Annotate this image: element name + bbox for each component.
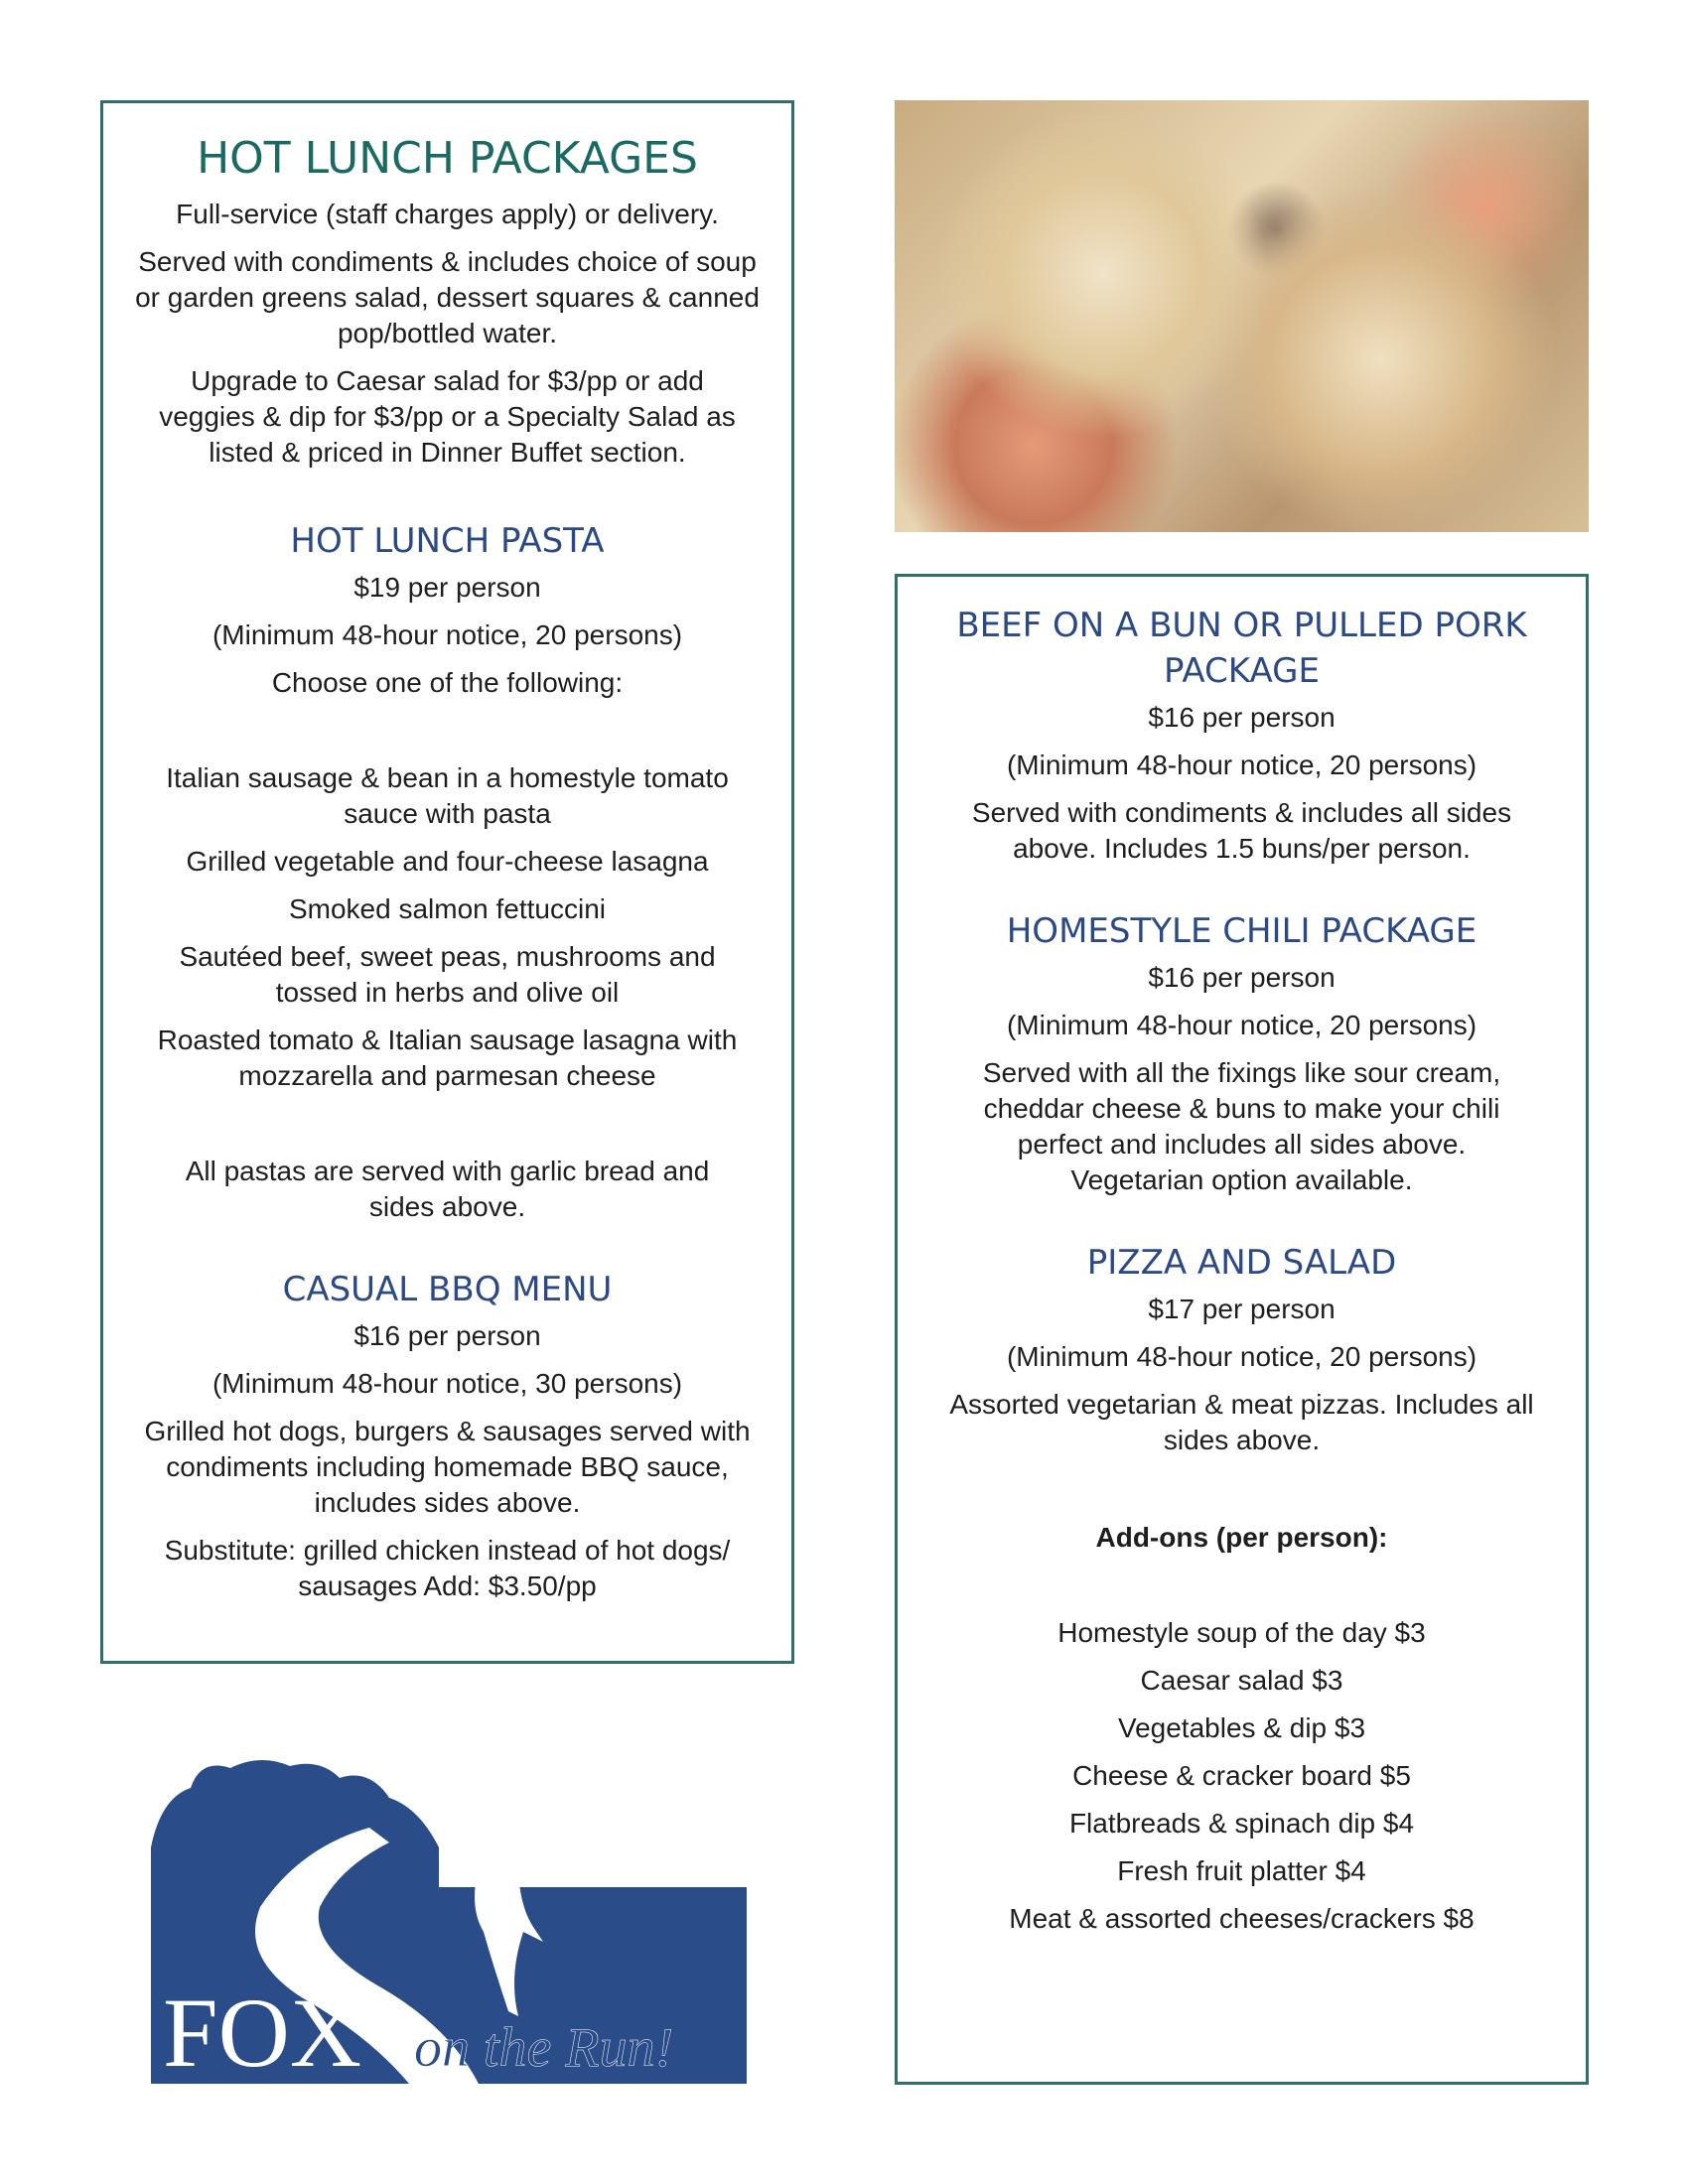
menu-item: Sautéed beef, sweet peas, mushrooms and tossed in herbs and olive oil xyxy=(179,941,716,1008)
price: $17 per person xyxy=(1148,1294,1336,1324)
price: $19 per person xyxy=(353,572,541,603)
addons-list xyxy=(917,1615,1566,1937)
intro-text: Served with condiments & includes choice of soup or garden greens salad, dessert squares & canned pop/bottled water. xyxy=(135,246,760,348)
intro-text: Upgrade to Caesar salad for $3/pp or add veggies & dip for $3/pp or a Specialty Salad as listed & priced in Dinner Buffet section. xyxy=(159,365,736,468)
pasta-photo xyxy=(895,100,1589,532)
substitute-note: Substitute: grilled chicken instead of hot dogs/ sausages Add: $3.50/pp xyxy=(164,1535,731,1601)
notice: (Minimum 48-hour notice, 30 persons) xyxy=(211,1368,683,1399)
price: $16 per person xyxy=(353,1320,541,1351)
menu-item: Grilled vegetable and four-cheese lasagna xyxy=(186,846,709,877)
notice: (Minimum 48-hour notice, 20 persons) xyxy=(1006,1010,1477,1040)
notice: (Minimum 48-hour notice, 20 persons) xyxy=(1006,1341,1477,1372)
page-title: HOT LUNCH PACKAGES xyxy=(197,133,698,184)
instruction: Choose one of the following: xyxy=(271,667,624,698)
addon-item: Meat & assorted cheeses/crackers $8 xyxy=(1009,1903,1475,1934)
price: $16 per person xyxy=(1148,962,1336,993)
menu-item: Roasted tomato & Italian sausage lasagna with mozzarella and parmesan cheese xyxy=(157,1024,738,1091)
intro-text: Full-service (staff charges apply) or delivery. xyxy=(176,199,719,229)
section-heading: HOMESTYLE CHILI PACKAGE xyxy=(1006,911,1477,951)
addon-item: Vegetables & dip $3 xyxy=(1117,1712,1366,1743)
addon-item: Homestyle soup of the day $3 xyxy=(1057,1617,1426,1648)
menu-item: Smoked salmon fettuccini xyxy=(288,893,607,924)
notice: (Minimum 48-hour notice, 20 persons) xyxy=(211,619,683,650)
packages-panel xyxy=(895,574,1589,2085)
description: Served with all the fixings like sour cream, cheddar cheese & buns to make your chili perfect and includes all sides above. Vegetarian option available. xyxy=(982,1057,1501,1195)
addon-item: Caesar salad $3 xyxy=(1140,1665,1343,1696)
description: Grilled hot dogs, burgers & sausages served with condiments including homemade BBQ sauce, includes sides above. xyxy=(144,1416,751,1518)
addon-item: Flatbreads & spinach dip $4 xyxy=(1068,1808,1415,1839)
note: All pastas are served with garlic bread and sides above. xyxy=(185,1156,710,1222)
addon-item: Fresh fruit platter $4 xyxy=(1117,1855,1366,1886)
section-heading: CASUAL BBQ MENU xyxy=(282,1270,613,1309)
menu-item: Italian sausage & bean in a homestyle tomato sauce with pasta xyxy=(166,762,729,829)
price: $16 per person xyxy=(1148,702,1336,733)
section-heading: BEEF ON A BUN OR PULLED PORK PACKAGE xyxy=(956,606,1527,691)
section-heading: PIZZA AND SALAD xyxy=(1086,1243,1397,1283)
notice: (Minimum 48-hour notice, 20 persons) xyxy=(1006,750,1477,780)
logo-text-fox: FOX xyxy=(163,1978,362,2084)
addons-heading: Add-ons (per person): xyxy=(1095,1522,1388,1553)
addon-item: Cheese & cracker board $5 xyxy=(1072,1760,1411,1791)
section-heading: HOT LUNCH PASTA xyxy=(290,521,605,561)
hot-lunch-panel xyxy=(100,100,794,1664)
description: Served with condiments & includes all sides above. Includes 1.5 buns/per person. xyxy=(971,797,1512,864)
logo-text-script: on the Run! xyxy=(414,2017,674,2079)
fox-on-the-run-logo xyxy=(151,1758,747,2084)
description: Assorted vegetarian & meat pizzas. Includes all sides above. xyxy=(949,1389,1534,1455)
